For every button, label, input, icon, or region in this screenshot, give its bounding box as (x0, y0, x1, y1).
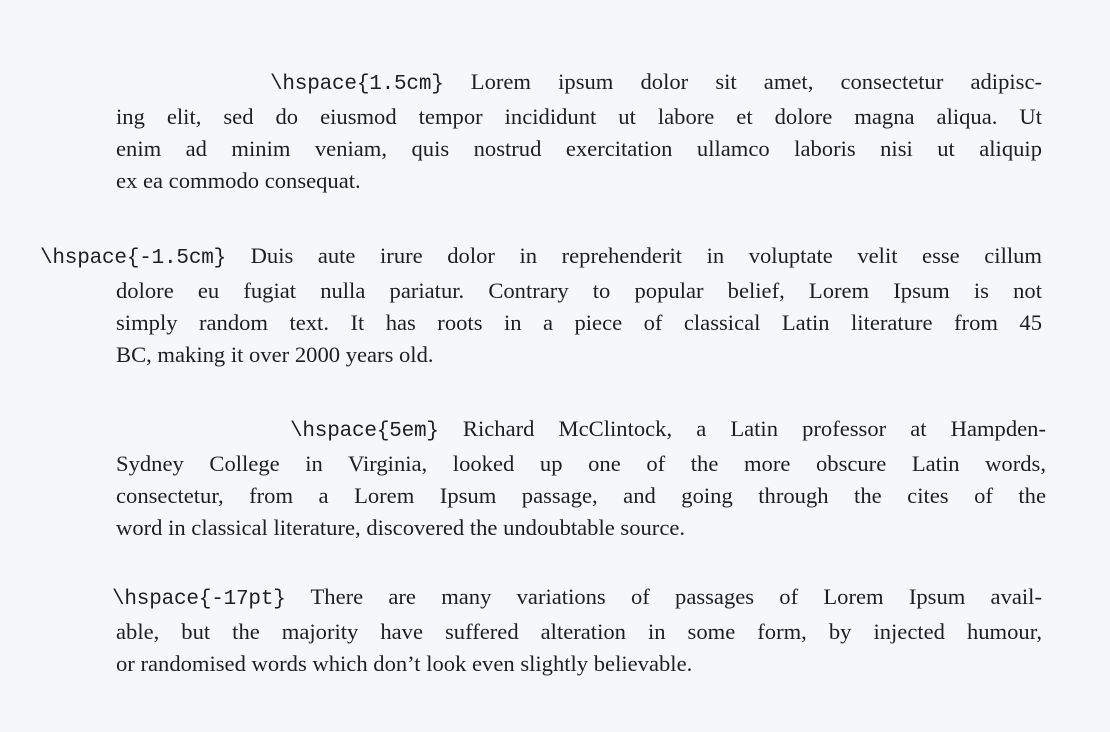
paragraph-4-line-3: or randomised words which don’t look even slightly believable. (116, 651, 693, 676)
paragraph-2-line-2: dolore eu fugiat nulla pariatur. Contrary to popular belief, Lorem Ipsum is not (116, 278, 1042, 303)
paragraph-1-line-2: ing elit, sed do eiusmod tempor incididunt ut labore et dolore magna aliqua. Ut (116, 104, 1042, 129)
paragraph-1 (116, 66, 1042, 197)
paragraph-3-line-1 (116, 413, 1046, 448)
paragraph-1-line-1 (116, 66, 1042, 101)
paragraph-3-line-2: Sydney College in Virginia, looked up one of the more obscure Latin words, (116, 451, 1046, 476)
paragraph-text: There are many variations of passages of Lorem Ipsum avail- (310, 584, 1042, 609)
paragraph-text: Duis aute irure dolor in reprehenderit in voluptate velit esse cillum (250, 243, 1042, 268)
paragraph-4-line-2: able, but the majority have suffered alteration in some form, by injected humour, (116, 619, 1042, 644)
paragraph-2 (40, 240, 1042, 371)
paragraph-4 (112, 581, 1042, 680)
paragraph-2-line-4: BC, making it over 2000 years old. (116, 342, 434, 367)
hspace-command: \hspace{-17pt} (112, 588, 286, 611)
paragraph-4-line-1 (112, 581, 1042, 616)
paragraph-3-line-3: consectetur, from a Lorem Ipsum passage, and going through the cites of the (116, 483, 1046, 508)
paragraph-text: Lorem ipsum dolor sit amet, consectetur adipisc- (470, 69, 1043, 94)
paragraph-text: Richard McClintock, a Latin professor at Hampden- (462, 416, 1046, 441)
paragraph-2-line-1 (40, 240, 1042, 275)
paragraph-1-line-4: ex ea commodo consequat. (116, 168, 361, 193)
hspace-command: \hspace{5em} (290, 420, 439, 443)
hspace-command: \hspace{-1.5cm} (40, 247, 227, 270)
hspace-command: \hspace{1.5cm} (270, 73, 444, 96)
paragraph-2-line-3: simply random text. It has roots in a piece of classical Latin literature from 45 (116, 310, 1042, 335)
paragraph-1-line-3: enim ad minim veniam, quis nostrud exercitation ullamco laboris nisi ut aliquip (116, 136, 1042, 161)
paragraph-3-line-4: word in classical literature, discovered the undoubtable source. (116, 515, 686, 540)
paragraph-3 (116, 413, 1046, 544)
